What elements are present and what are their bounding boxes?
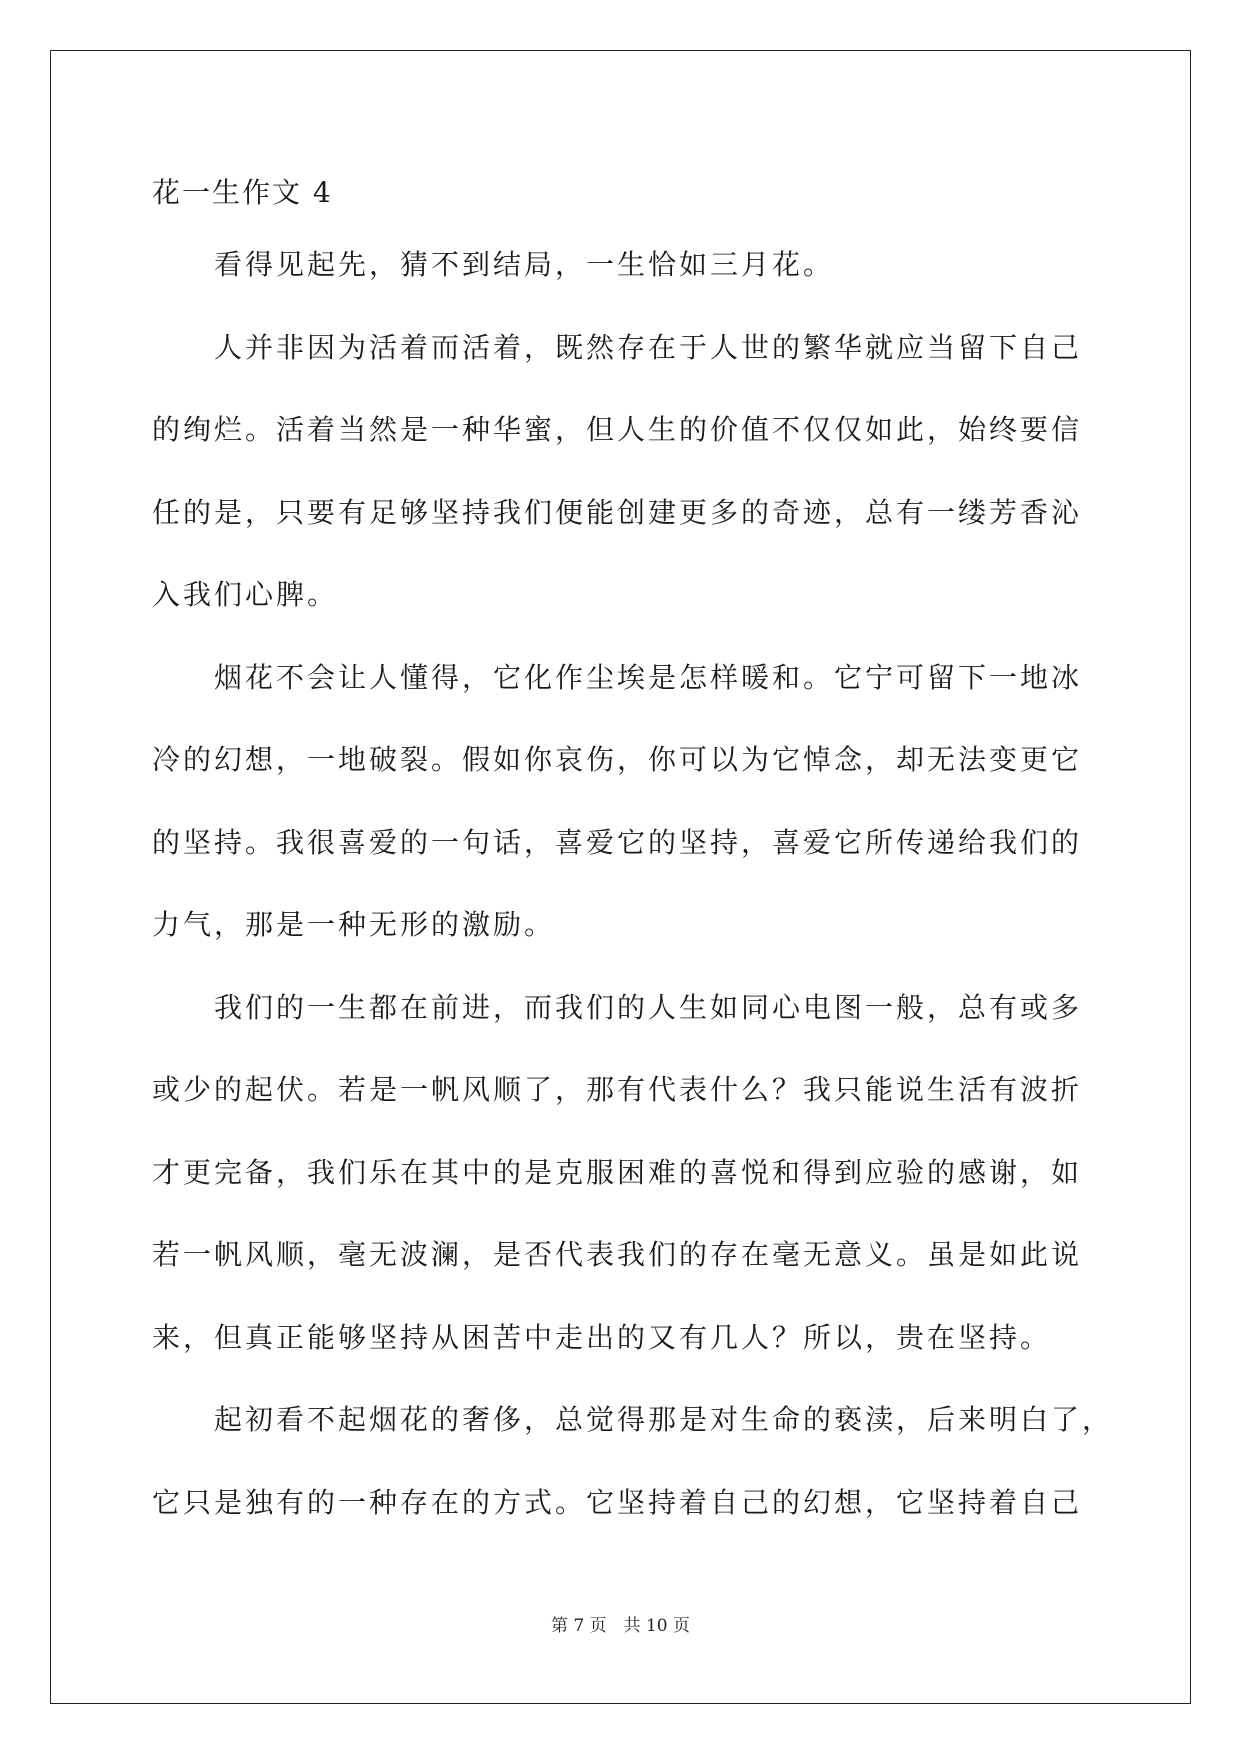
paragraph-line: 起初看不起烟花的奢侈，总觉得那是对生命的亵渎，后来明白了， xyxy=(214,1403,1114,1436)
paragraph-3 xyxy=(152,637,1092,967)
paragraph-line: 人并非因为活着而活着，既然存在于人世的繁华就应当留下自己 xyxy=(214,330,1083,364)
paragraph-line: 冷的幻想，一地破裂。假如你哀伤，你可以为它悼念，却无法变更它 xyxy=(152,743,1083,776)
document-body xyxy=(152,162,1114,1544)
paragraph-line: 看得见起先，猜不到结局，一生恰如三月花。 xyxy=(214,248,835,281)
paragraph-line: 任的是，只要有足够坚持我们便能创建更多的奇迹，总有一缕芳香沁 xyxy=(152,495,1083,529)
paragraph-line: 入我们心脾。 xyxy=(152,578,339,611)
paragraph-line: 它只是独有的一种存在的方式。它坚持着自己的幻想，它坚持着自己 xyxy=(152,1485,1083,1519)
paragraph-line: 我们的一生都在前进，而我们的人生如同心电图一般，总有或多 xyxy=(214,990,1083,1024)
paragraph-2 xyxy=(152,307,1092,637)
paragraph-line: 的绚烂。活着当然是一种华蜜，但人生的价值不仅仅如此，始终要信 xyxy=(152,413,1083,446)
paragraph-line: 力气，那是一种无形的激励。 xyxy=(152,908,556,941)
paragraph-5 xyxy=(152,1379,1114,1544)
paragraph-line: 或少的起伏。若是一帆风顺了，那有代表什么？我只能说生活有波折 xyxy=(152,1073,1083,1106)
paragraph-4 xyxy=(152,967,1092,1380)
paragraph-line: 的坚持。我很喜爱的一句话，喜爱它的坚持，喜爱它所传递给我们的 xyxy=(152,825,1083,859)
paragraph-line: 才更完备，我们乐在其中的是克服困难的喜悦和得到应验的感谢，如 xyxy=(152,1155,1083,1189)
page-number-footer: 第 7 页 共 10 页 xyxy=(550,1616,691,1636)
essay-title: 花一生作文 4 xyxy=(152,176,333,209)
paragraph-1 xyxy=(152,224,1092,307)
paragraph-line: 烟花不会让人懂得，它化作尘埃是怎样暖和。它宁可留下一地冰 xyxy=(214,660,1083,694)
paragraph-line: 来，但真正能够坚持从困苦中走出的又有几人？所以，贵在坚持。 xyxy=(152,1320,1052,1354)
paragraph-line: 若一帆风顺，毫无波澜，是否代表我们的存在毫无意义。虽是如此说 xyxy=(152,1238,1083,1271)
